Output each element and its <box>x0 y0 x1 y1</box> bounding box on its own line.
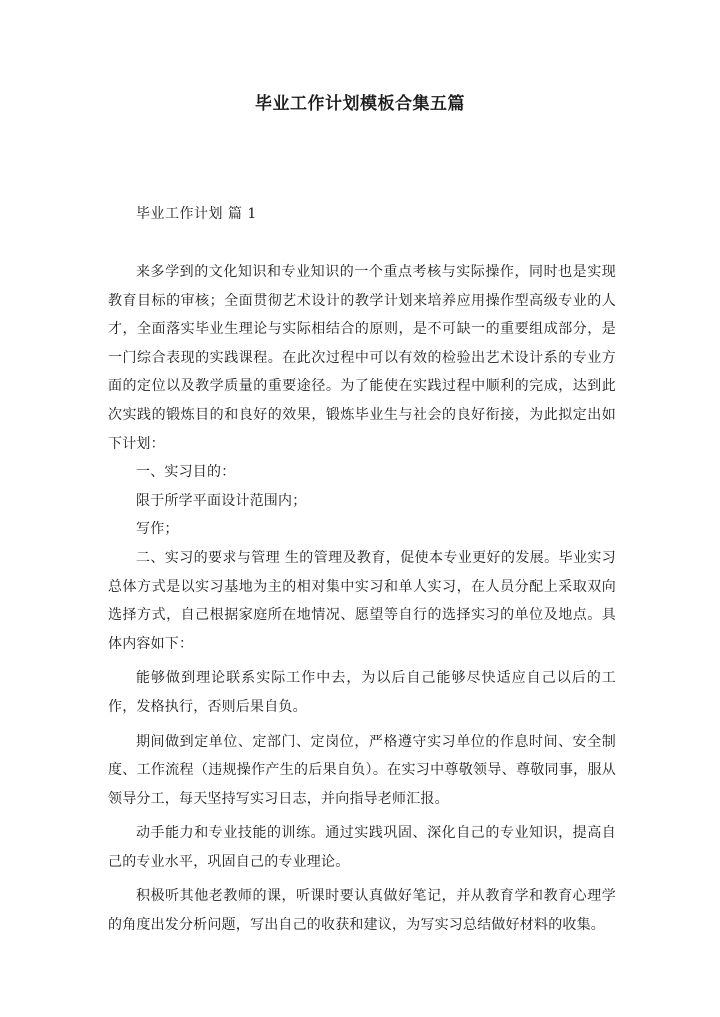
paragraph-writing: 写作； <box>136 521 179 538</box>
paragraph-theory-practice: 能够做到理论联系实际工作中去，为以后自己能够尽快适应自己以后的工作，发格执行，否则后果自负。 <box>108 670 616 715</box>
paragraph-placement: 期间做到定单位、定部门、定岗位，严格遵守实习单位的作息时间、安全制度、工作流程（违规操作产生的后果自负）。在实习中尊敬领导、尊敬同事，服从领导分工，每天坚持写实习日志，并向指导老师汇报。 <box>108 733 616 807</box>
paragraph-intro: 来多学到的文化知识和专业知识的一个重点考核与实际操作，同时也是实现教育目标的审核；全面贯彻艺术设计的教学计划来培养应用操作型高级专业的人才，全面落实毕业生理论与实际相结合的原则，是不可缺一的重要组成部分，是一门综合表现的实践课程。在此次过程中可以有效的检验出艺术设计系的专业方面的定位以及教学质量的重要途径。为了能使在实践过程中顺利的完成，达到此次实践的锻炼目的和良好的效果，锻炼毕业生与社会的良好衔接，为此拟定出如下计划： <box>108 264 616 452</box>
paragraph-skills-training: 动手能力和专业技能的训练。通过实践巩固、深化自己的专业知识，提高自己的专业水平，巩固自己的专业理论。 <box>108 825 616 870</box>
document-body <box>108 258 616 940</box>
document-title: 毕业工作计划模板合集五篇 <box>255 94 465 114</box>
paragraph-scope: 限于所学平面设计范围内； <box>136 492 307 509</box>
paragraph-heading-purpose: 一、实习目的： <box>136 464 236 481</box>
paragraph-requirements: 二、实习的要求与管理 生的管理及教育，促使本专业更好的发展。毕业实习总体方式是以实习基地为主的相对集中实习和单人实习，在人员分配上采取双向选择方式，自己根据家庭所在地情况、愿望等自行的选择实习的单位及地点。具体内容如下： <box>108 549 616 652</box>
paragraph-lesson-observation: 积极听其他老教师的课，听课时要认真做好笔记，并从教育学和教育心理学的角度出发分析问题，写出自己的收获和建议，为写实习总结做好材料的收集。 <box>108 888 616 934</box>
section-heading: 毕业工作计划 篇 1 <box>136 206 257 222</box>
